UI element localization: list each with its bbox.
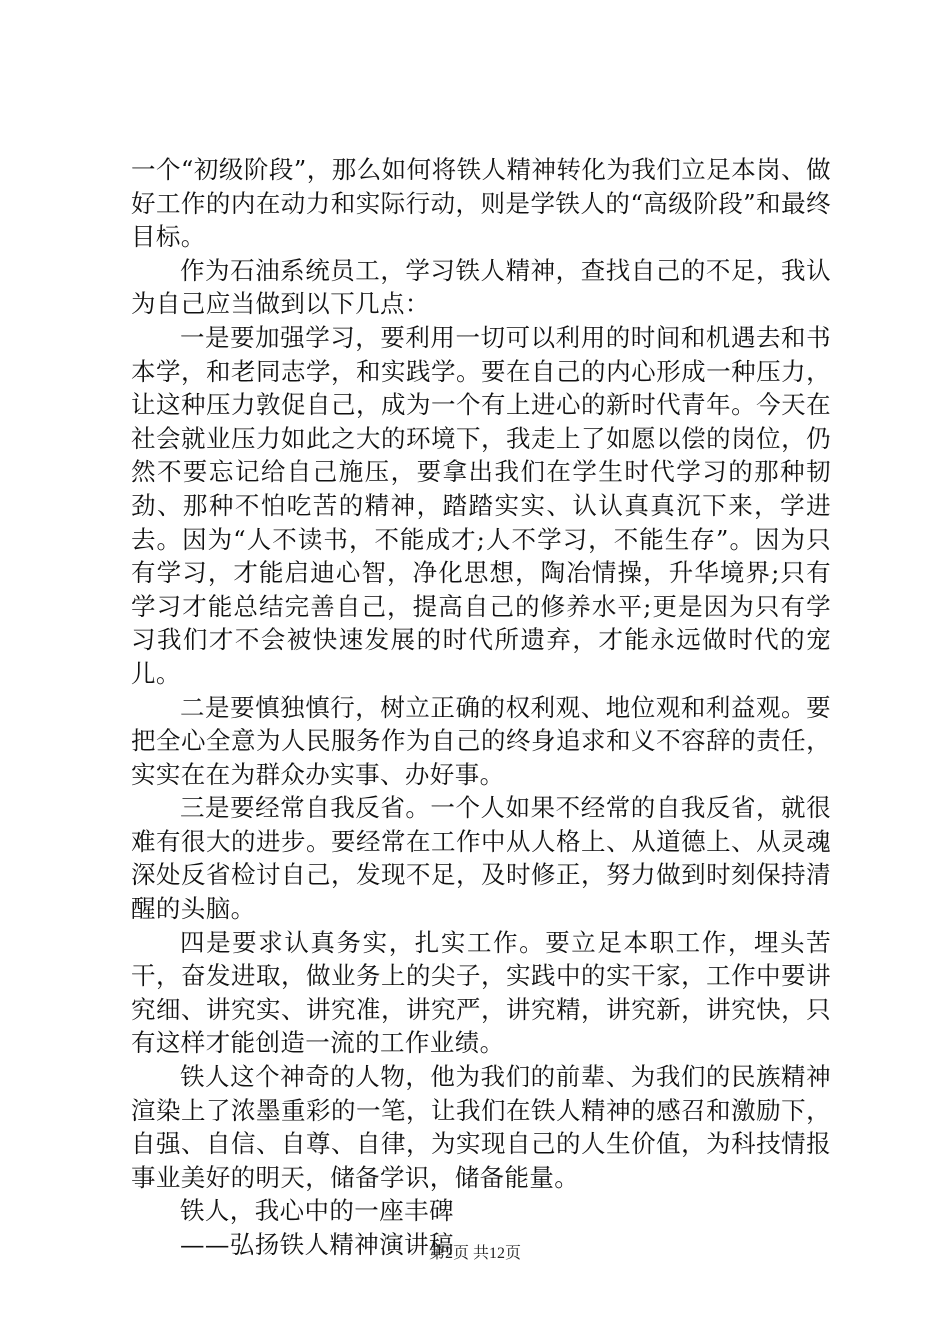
page-number-footer: 第2页 共12页 — [428, 1245, 521, 1262]
paragraph-1: 一个“初级阶段”，那么如何将铁人精神转化为我们立足本岗、做好工作的内在动力和实际行动，则是学铁人的“高级阶段”和最终目标。 — [131, 155, 831, 252]
paragraph-4: 二是要慎独慎行，树立正确的权利观、地位观和利益观。要把全心全意为人民服务作为自己的终身追求和义不容辞的责任，实实在在为群众办实事、办好事。 — [131, 692, 831, 789]
document-body — [131, 153, 831, 1262]
paragraph-6: 四是要求认真务实，扎实工作。要立足本职工作，埋头苦干，奋发进取，做业务上的尖子，实践中的实干家，工作中要讲究细、讲究实、讲究准，讲究严，讲究精，讲究新，讲究快，只有这样才能创造一流的工作业绩。 — [131, 927, 831, 1058]
paragraph-3: 一是要加强学习，要利用一切可以利用的时间和机遇去和书本学，和老同志学，和实践学。要在自己的内心形成一种压力，让这种压力敦促自己，成为一个有上进心的新时代青年。今天在社会就业压力如此之大的环境下，我走上了如愿以偿的岗位，仍然不要忘记给自己施压，要拿出我们在学生时代学习的那种韧劲、那种不怕吃苦的精神，踏踏实实、认认真真沉下来，学进去。因为“人不读书，不能成才;人不学习，不能生存”。因为只有学习，才能启迪心智，净化思想，陶冶情操，升华境界;只有学习才能总结完善自己，提高自己的修养水平;更是因为只有学习我们才不会被快速发展的时代所遗弃，才能永远做时代的宠儿。 — [131, 322, 831, 688]
paragraph-2: 作为石油系统员工，学习铁人精神，查找自己的不足，我认为自己应当做到以下几点： — [131, 255, 831, 319]
paragraph-5: 三是要经常自我反省。一个人如果不经常的自我反省，就很难有很大的进步。要经常在工作中从人格上、从道德上、从灵魂深处反省检讨自己，发现不足，及时修正，努力做到时刻保持清醒的头脑。 — [131, 793, 831, 924]
speech-subtitle: ——弘扬铁人精神演讲稿 — [180, 1230, 454, 1259]
paragraph-7: 铁人这个神奇的人物，他为我们的前辈、为我们的民族精神渲染上了浓墨重彩的一笔，让我们在铁人精神的感召和激励下，自强、自信、自尊、自律，为实现自己的人生价值，为科技情报事业美好的明天，储备学识，储备能量。 — [131, 1062, 831, 1192]
speech-title: 铁人，我心中的一座丰碑 — [180, 1196, 454, 1226]
